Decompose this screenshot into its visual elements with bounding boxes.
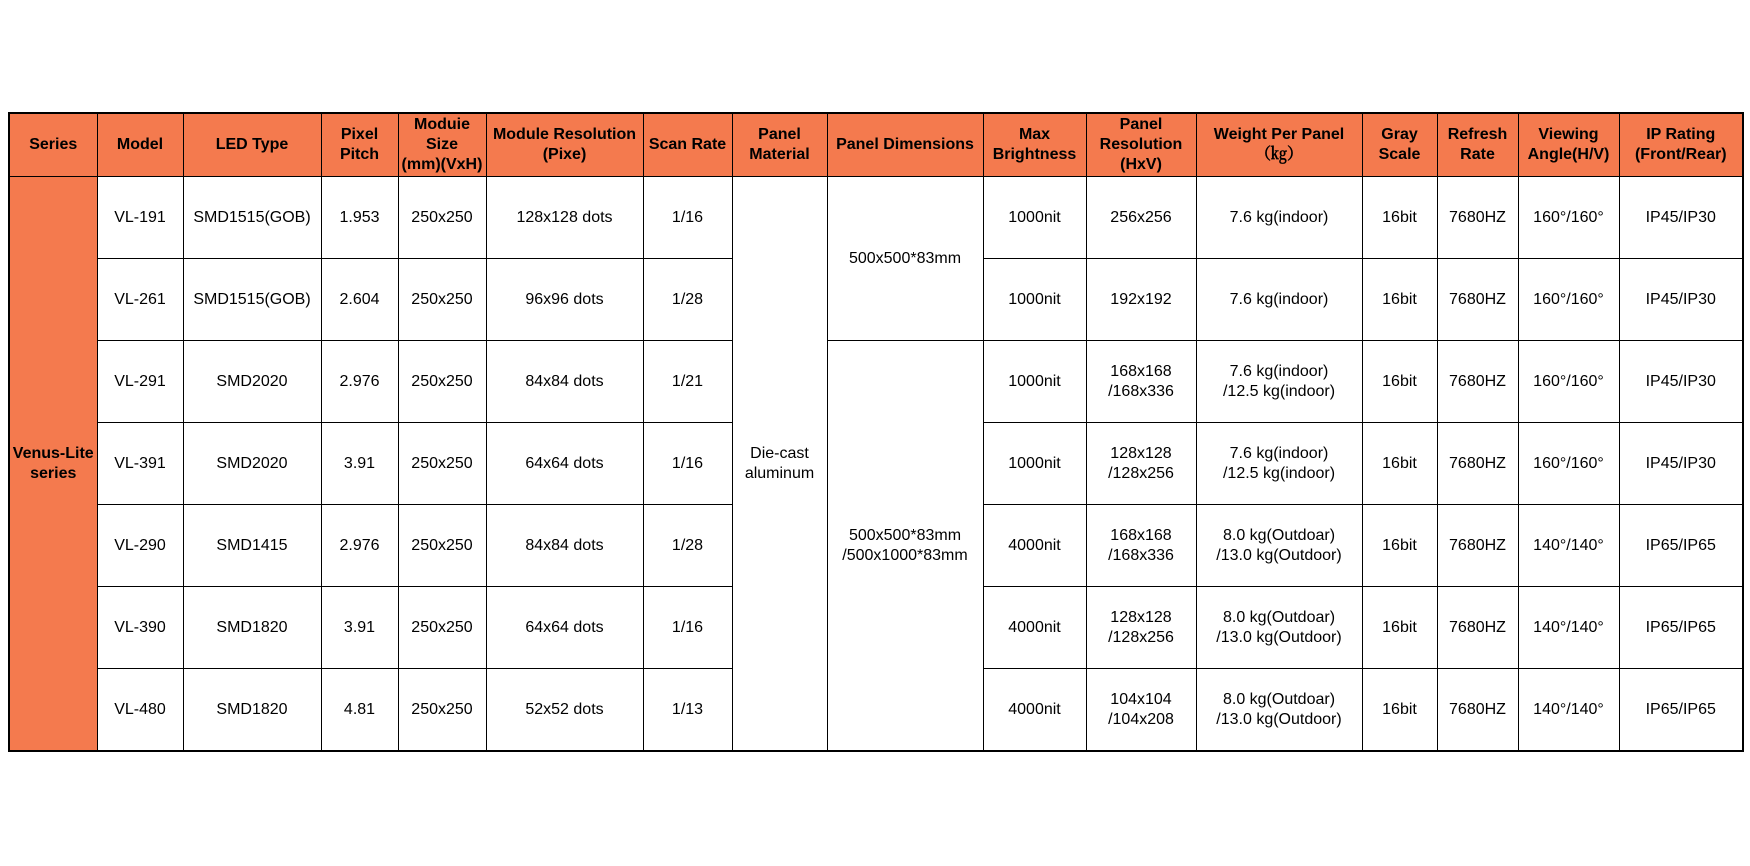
cell-weight: 7.6 kg(indoor) /12.5 kg(indoor)	[1196, 341, 1362, 423]
cell-panel-resolution: 168x168 /168x336	[1086, 341, 1196, 423]
cell-refresh-rate: 7680HZ	[1437, 177, 1518, 259]
cell-module-resolution: 84x84 dots	[486, 505, 643, 587]
cell-panel-resolution: 168x168 /168x336	[1086, 505, 1196, 587]
cell-weight: 7.6 kg(indoor)	[1196, 259, 1362, 341]
cell-scan-rate: 1/16	[643, 587, 732, 669]
header-gray-scale: Gray Scale	[1362, 113, 1437, 177]
cell-weight: 7.6 kg(indoor)	[1196, 177, 1362, 259]
header-refresh-rate: Refresh Rate	[1437, 113, 1518, 177]
cell-model: VL-391	[97, 423, 183, 505]
cell-pixel-pitch: 4.81	[321, 669, 398, 752]
cell-module-size: 250x250	[398, 259, 486, 341]
cell-ip-rating: IP45/IP30	[1619, 423, 1743, 505]
cell-viewing-angle: 160°/160°	[1518, 177, 1619, 259]
table-body	[9, 177, 1743, 752]
cell-ip-rating: IP65/IP65	[1619, 505, 1743, 587]
cell-ip-rating: IP45/IP30	[1619, 177, 1743, 259]
cell-ip-rating: IP45/IP30	[1619, 341, 1743, 423]
header-panel-dimensions: Panel Dimensions	[827, 113, 983, 177]
header-row	[9, 113, 1743, 177]
header-panel-resolution: Panel Resolution (HxV)	[1086, 113, 1196, 177]
cell-module-size: 250x250	[398, 587, 486, 669]
cell-scan-rate: 1/16	[643, 423, 732, 505]
header-module-size: Moduie Size (mm)(VxH)	[398, 113, 486, 177]
cell-gray-scale: 16bit	[1362, 177, 1437, 259]
cell-max-brightness: 4000nit	[983, 669, 1086, 752]
cell-pixel-pitch: 3.91	[321, 587, 398, 669]
cell-panel-resolution: 128x128 /128x256	[1086, 423, 1196, 505]
header-panel-material: Panel Material	[732, 113, 827, 177]
cell-pixel-pitch: 1.953	[321, 177, 398, 259]
cell-viewing-angle: 140°/140°	[1518, 669, 1619, 752]
cell-led-type: SMD1515(GOB)	[183, 259, 321, 341]
cell-module-resolution: 64x64 dots	[486, 587, 643, 669]
cell-gray-scale: 16bit	[1362, 341, 1437, 423]
cell-refresh-rate: 7680HZ	[1437, 669, 1518, 752]
cell-led-type: SMD1515(GOB)	[183, 177, 321, 259]
cell-scan-rate: 1/16	[643, 177, 732, 259]
cell-gray-scale: 16bit	[1362, 587, 1437, 669]
cell-model: VL-291	[97, 341, 183, 423]
cell-max-brightness: 1000nit	[983, 423, 1086, 505]
series-cell: Venus-Lite series	[9, 177, 97, 752]
cell-module-resolution: 96x96 dots	[486, 259, 643, 341]
panel-material-cell: Die-cast aluminum	[732, 177, 827, 752]
header-module-resolution: Module Resolution (Pixe)	[486, 113, 643, 177]
header-model: Model	[97, 113, 183, 177]
cell-max-brightness: 1000nit	[983, 177, 1086, 259]
cell-gray-scale: 16bit	[1362, 423, 1437, 505]
panel-dimensions-cell: 500x500*83mm	[827, 177, 983, 341]
cell-pixel-pitch: 2.976	[321, 505, 398, 587]
cell-module-size: 250x250	[398, 505, 486, 587]
table-row	[9, 341, 1743, 423]
cell-refresh-rate: 7680HZ	[1437, 587, 1518, 669]
cell-module-resolution: 52x52 dots	[486, 669, 643, 752]
cell-scan-rate: 1/28	[643, 259, 732, 341]
cell-max-brightness: 1000nit	[983, 341, 1086, 423]
panel-dimensions-cell: 500x500*83mm /500x1000*83mm	[827, 341, 983, 752]
cell-viewing-angle: 160°/160°	[1518, 423, 1619, 505]
cell-model: VL-191	[97, 177, 183, 259]
cell-weight: 8.0 kg(Outdoar) /13.0 kg(Outdoor)	[1196, 669, 1362, 752]
header-pixel-pitch: Pixel Pitch	[321, 113, 398, 177]
cell-scan-rate: 1/21	[643, 341, 732, 423]
cell-refresh-rate: 7680HZ	[1437, 341, 1518, 423]
header-led-type: LED Type	[183, 113, 321, 177]
cell-weight: 8.0 kg(Outdoar) /13.0 kg(Outdoor)	[1196, 587, 1362, 669]
table-row	[9, 177, 1743, 259]
cell-gray-scale: 16bit	[1362, 669, 1437, 752]
cell-ip-rating: IP65/IP65	[1619, 669, 1743, 752]
cell-module-resolution: 84x84 dots	[486, 341, 643, 423]
cell-pixel-pitch: 2.976	[321, 341, 398, 423]
cell-panel-resolution: 256x256	[1086, 177, 1196, 259]
spec-table	[8, 112, 1744, 752]
cell-led-type: SMD2020	[183, 341, 321, 423]
cell-ip-rating: IP45/IP30	[1619, 259, 1743, 341]
cell-viewing-angle: 140°/140°	[1518, 505, 1619, 587]
cell-max-brightness: 4000nit	[983, 587, 1086, 669]
cell-panel-resolution: 192x192	[1086, 259, 1196, 341]
cell-gray-scale: 16bit	[1362, 505, 1437, 587]
cell-scan-rate: 1/13	[643, 669, 732, 752]
cell-module-size: 250x250	[398, 341, 486, 423]
cell-panel-resolution: 128x128 /128x256	[1086, 587, 1196, 669]
cell-model: VL-390	[97, 587, 183, 669]
cell-model: VL-261	[97, 259, 183, 341]
cell-module-resolution: 128x128 dots	[486, 177, 643, 259]
header-max-brightness: Max Brightness	[983, 113, 1086, 177]
cell-led-type: SMD1415	[183, 505, 321, 587]
header-weight-per-panel: Weight Per Panel （㎏）	[1196, 113, 1362, 177]
cell-max-brightness: 1000nit	[983, 259, 1086, 341]
cell-led-type: SMD1820	[183, 669, 321, 752]
cell-viewing-angle: 140°/140°	[1518, 587, 1619, 669]
cell-module-resolution: 64x64 dots	[486, 423, 643, 505]
cell-refresh-rate: 7680HZ	[1437, 259, 1518, 341]
header-viewing-angle: Viewing Angle(H/V)	[1518, 113, 1619, 177]
cell-panel-resolution: 104x104 /104x208	[1086, 669, 1196, 752]
cell-scan-rate: 1/28	[643, 505, 732, 587]
cell-model: VL-480	[97, 669, 183, 752]
cell-viewing-angle: 160°/160°	[1518, 259, 1619, 341]
header-series: Series	[9, 113, 97, 177]
cell-module-size: 250x250	[398, 177, 486, 259]
cell-module-size: 250x250	[398, 423, 486, 505]
header-scan-rate: Scan Rate	[643, 113, 732, 177]
cell-weight: 7.6 kg(indoor) /12.5 kg(indoor)	[1196, 423, 1362, 505]
cell-max-brightness: 4000nit	[983, 505, 1086, 587]
cell-module-size: 250x250	[398, 669, 486, 752]
cell-pixel-pitch: 3.91	[321, 423, 398, 505]
cell-refresh-rate: 7680HZ	[1437, 505, 1518, 587]
cell-refresh-rate: 7680HZ	[1437, 423, 1518, 505]
header-ip-rating: IP Rating (Front/Rear)	[1619, 113, 1743, 177]
cell-gray-scale: 16bit	[1362, 259, 1437, 341]
cell-led-type: SMD1820	[183, 587, 321, 669]
cell-pixel-pitch: 2.604	[321, 259, 398, 341]
table-header	[9, 113, 1743, 177]
cell-weight: 8.0 kg(Outdoar) /13.0 kg(Outdoor)	[1196, 505, 1362, 587]
cell-model: VL-290	[97, 505, 183, 587]
cell-viewing-angle: 160°/160°	[1518, 341, 1619, 423]
cell-ip-rating: IP65/IP65	[1619, 587, 1743, 669]
cell-led-type: SMD2020	[183, 423, 321, 505]
